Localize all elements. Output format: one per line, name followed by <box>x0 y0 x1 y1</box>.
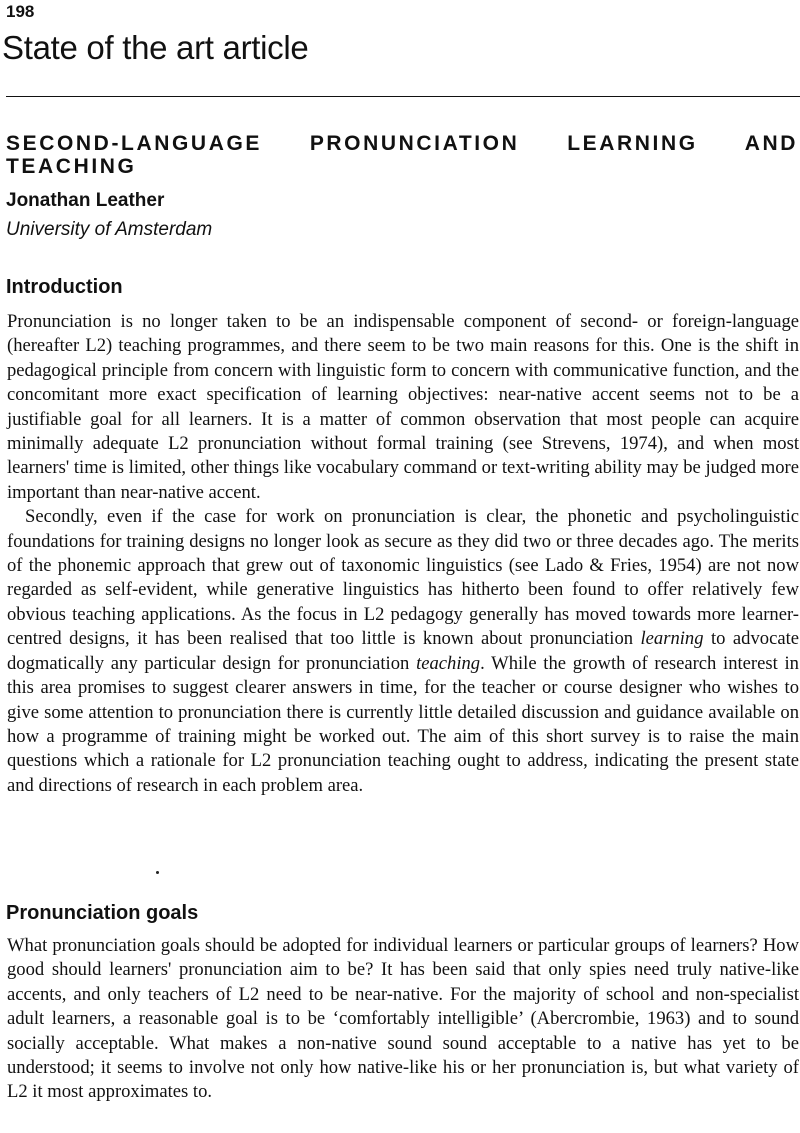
stray-dot-mark <box>156 871 159 874</box>
section-heading-introduction: Introduction <box>6 276 123 298</box>
page-number: 198 <box>6 2 35 21</box>
header-divider <box>6 96 800 97</box>
introduction-body <box>7 310 799 798</box>
pronunciation-goals-paragraph-1: What pronunciation goals should be adopted for individual learners or particular groups of learners? How good should learners' pronunciation aim to be? It has been said that only spies need truly native-like accents, and only teachers of L2 need to be near-native. For the majority of school and non-specialist adult learners, a reasonable goal is to be ‘comfortably intelligible’ (Abercrombie, 1963) and to sound socially acceptable. What makes a non-native sound sound acceptable to a native has yet to be understood; it seems to involve not only how native-like his or her pronunciation is, but what variety of L2 it most approximates to. <box>7 935 799 1103</box>
section-type-label: State of the art article <box>2 29 309 66</box>
introduction-paragraph-1: Pronunciation is no longer taken to be an indispensable component of second- or foreign-language (hereafter L2) teaching programmes, and there seem to be two main reasons for this. One is the shift in pedagogical principle from concern with linguistic form to concern with communicative function, and the concomitant more exact specification of learning objectives: near-native accent seems not to be a justifiable goal for all learners. It is a matter of common observation that most people can acquire minimally adequate L2 pronunciation without formal training (see Strevens, 1974), and when most learners' time is limited, other things like vocabulary command or text-writing ability may be judged more important than near-native accent. <box>7 311 799 503</box>
emphasis-teaching: teaching <box>416 652 481 674</box>
pronunciation-goals-body <box>7 934 799 1105</box>
introduction-paragraph-2-text-1: Secondly, even if the case for work on pronunciation is clear, the phonetic and psycholinguistic foundations for training designs no longer look as secure as they did two or three decades ago. The merits of the phonemic approach that grew out of taxonomic linguistics (see Lado & Fries, 1954) are not now regarded as self-evident, while generative linguistics has hitherto been found to offer relatively few obvious teaching applications. As the focus in L2 pedagogy generally has moved towards more learner-centred designs, it has been realised that too little is known about pronunciation <box>7 506 799 650</box>
introduction-paragraph-2-text-3: . While the growth of research interest in this area promises to suggest clearer answers in time, for the teacher or course designer who wishes to give some attention to pronunciation there is currently little detailed discussion and guidance available on how a programme of training might be worked out. The aim of this short survey is to raise the main questions which a rationale for L2 pronunciation teaching ought to address, indicating the present state and directions of research in each problem area. <box>7 652 799 796</box>
section-heading-pronunciation-goals: Pronunciation goals <box>6 902 199 924</box>
author-name: Jonathan Leather <box>6 190 165 211</box>
author-affiliation: University of Amsterdam <box>6 219 213 240</box>
introduction-paragraph-2 <box>7 505 799 798</box>
emphasis-learning: learning <box>640 628 704 650</box>
introduction-paragraph-2-text-2: to advocate dogmatically any particular design for pronunciation <box>7 628 799 674</box>
article-title: SECOND-LANGUAGE PRONUNCIATION LEARNING AND TEACHING <box>6 132 798 178</box>
